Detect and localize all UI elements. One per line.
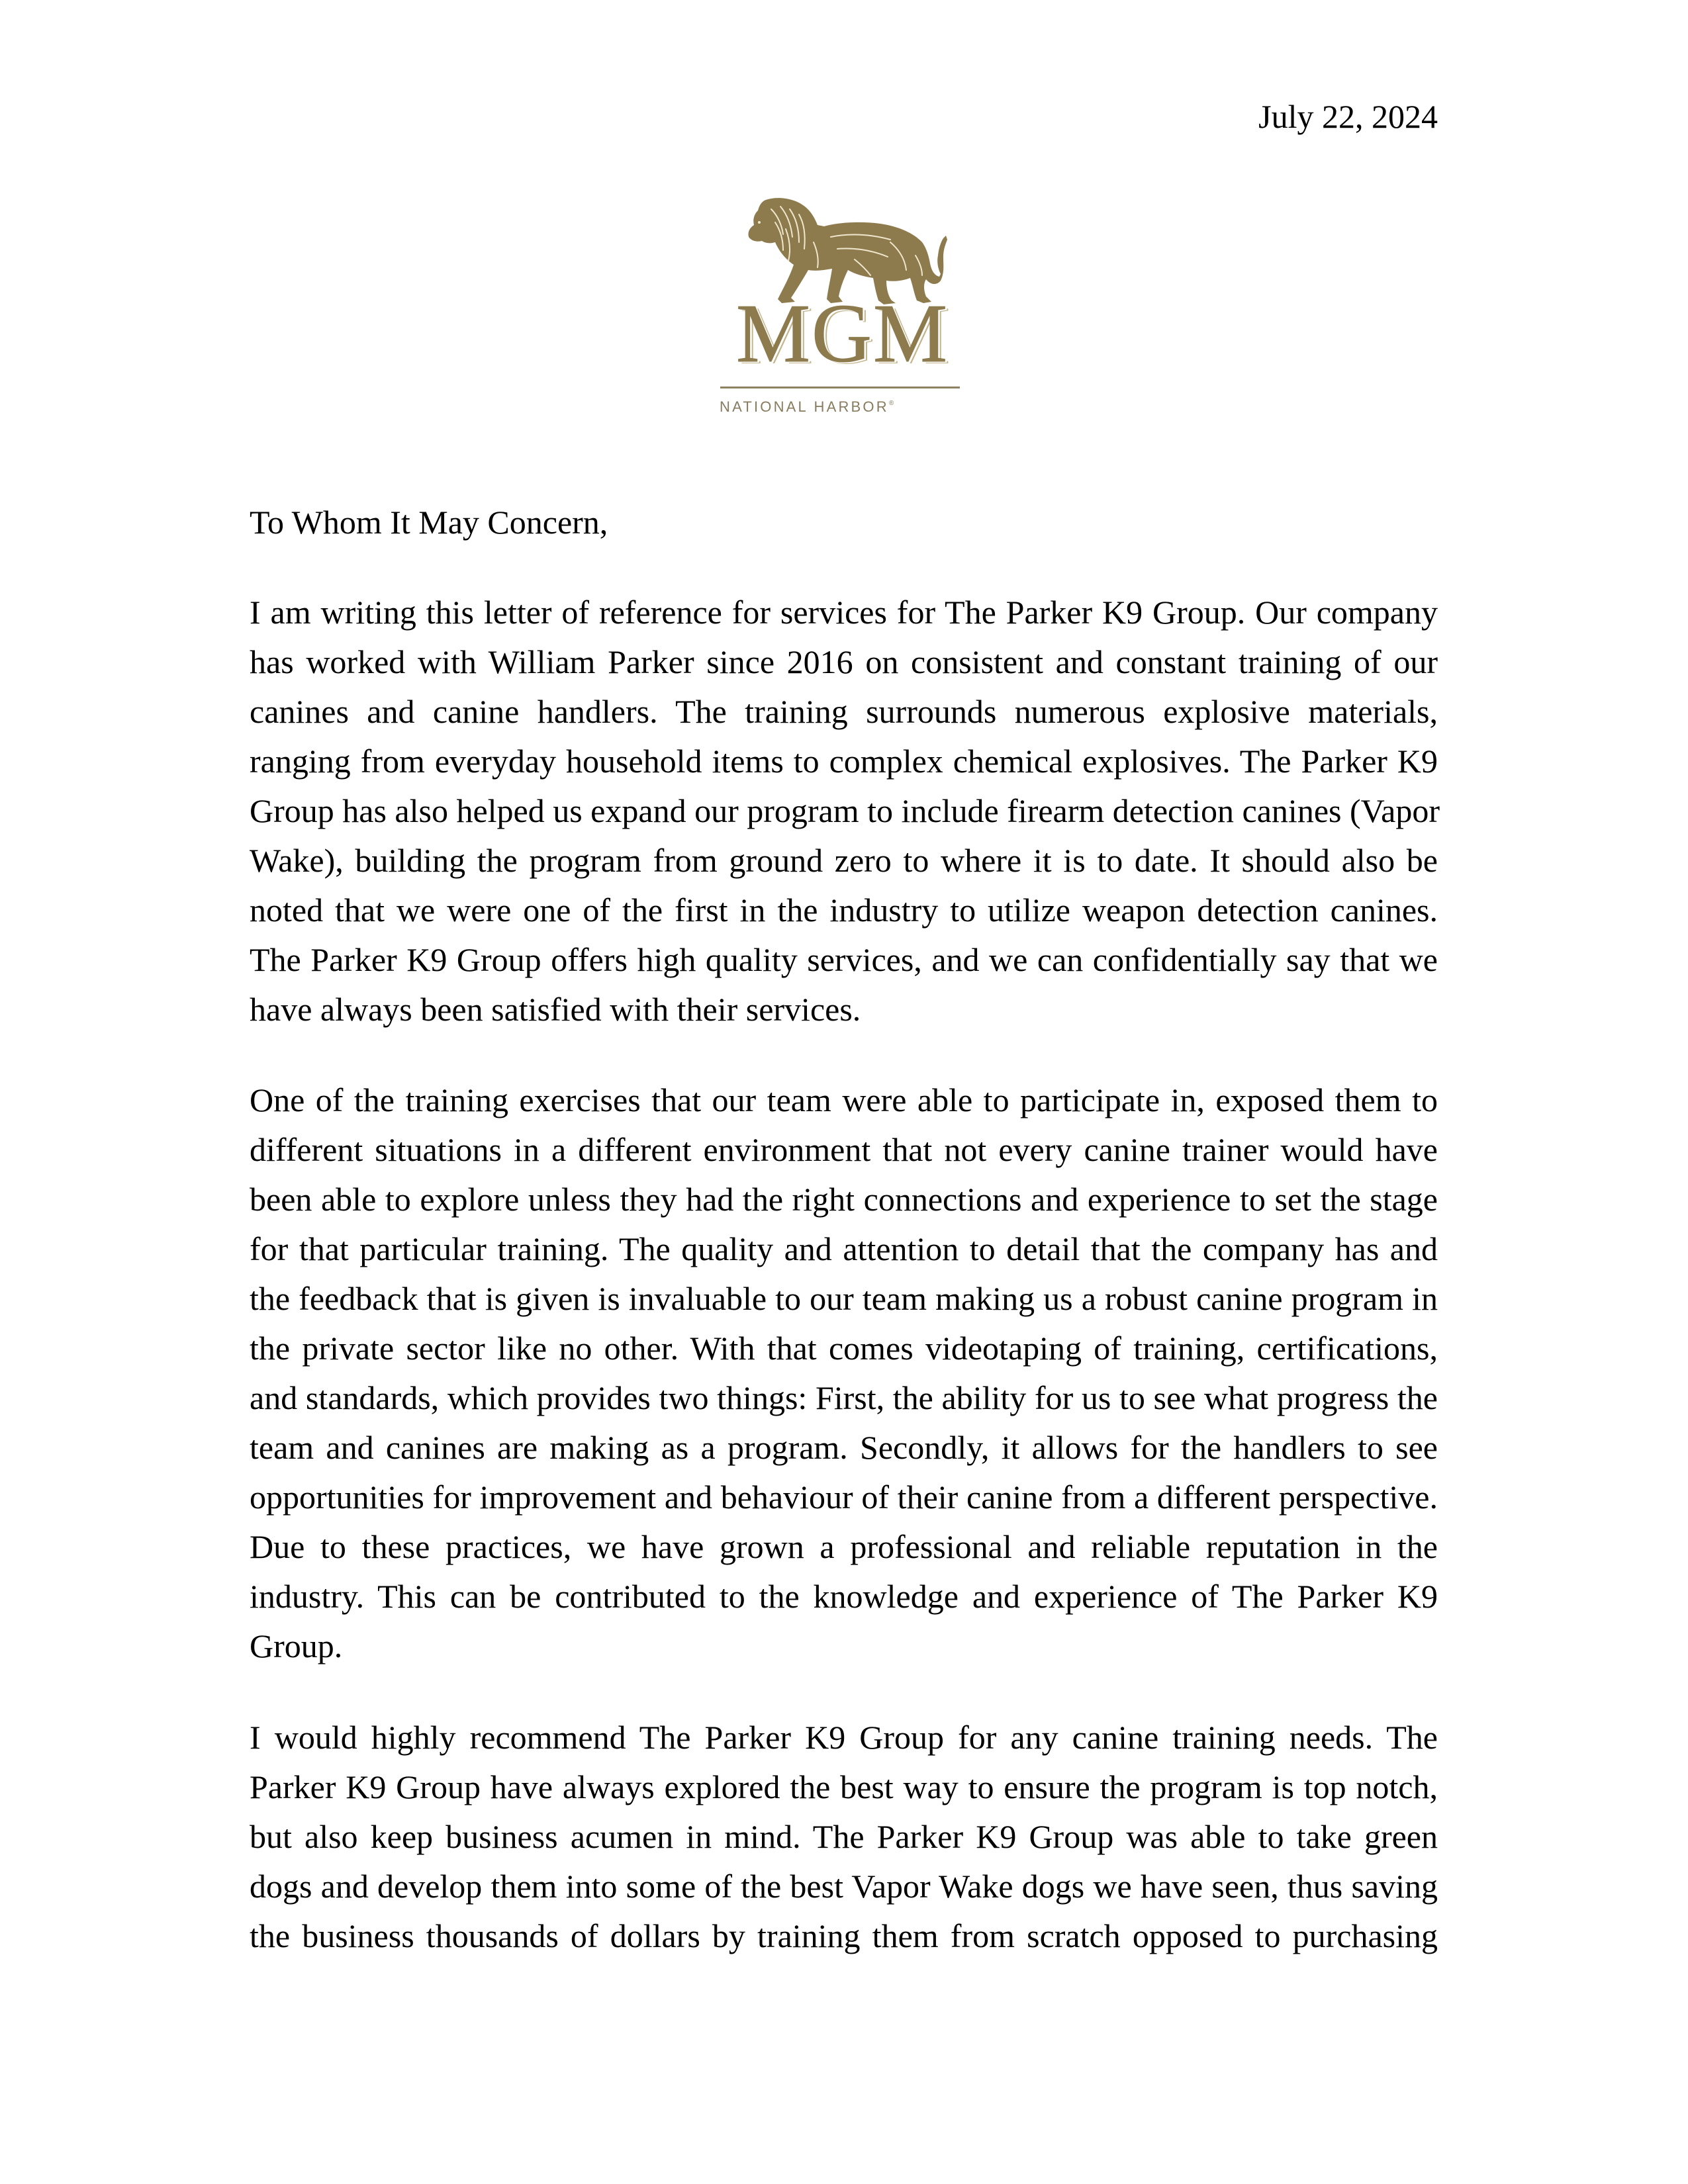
paragraph-line: have always been satisfied with their services. — [250, 991, 861, 1028]
salutation: To Whom It May Concern, — [250, 504, 608, 541]
paragraph-line: ranging from everyday household items to complex chemical explosives. The Parker K9 — [250, 743, 1438, 780]
paragraph-line: industry. This can be contributed to the knowledge and experience of The Parker K9 — [250, 1578, 1438, 1615]
paragraph-1 — [250, 588, 1438, 1034]
paragraph-line: the private sector like no other. With that comes videotaping of training, certifications, — [250, 1330, 1438, 1367]
paragraph-line: The Parker K9 Group offers high quality services, and we can confidentially say that we — [250, 941, 1438, 978]
paragraph-line: the business thousands of dollars by training them from scratch opposed to purchasing — [250, 1917, 1438, 1954]
letter-date: July 22, 2024 — [1258, 98, 1438, 135]
logo-subtitle-text: NATIONAL HARBOR — [720, 398, 889, 415]
logo-divider — [720, 387, 960, 388]
paragraph-line: Parker K9 Group have always explored the best way to ensure the program is top notch, — [250, 1768, 1438, 1805]
paragraph-line: for that particular training. The quality and attention to detail that the company has and — [250, 1230, 1438, 1267]
mgm-national-harbor-logo — [712, 193, 973, 422]
paragraph-3 — [250, 1713, 1438, 1961]
paragraph-line: Wake), building the program from ground zero to where it is to date. It should also be — [250, 842, 1438, 879]
paragraph-line: Due to these practices, we have grown a professional and reliable reputation in the — [250, 1528, 1438, 1565]
paragraph-line: canines and canine handlers. The training surrounds numerous explosive materials, — [250, 693, 1438, 730]
paragraph-line: opportunities for improvement and behaviour of their canine from a different perspective. — [250, 1479, 1438, 1516]
paragraph-line: has worked with William Parker since 2016 on consistent and constant training of our — [250, 643, 1438, 680]
logo-subtitle — [720, 396, 971, 415]
paragraph-line: but also keep business acumen in mind. The Parker K9 Group was able to take green — [250, 1818, 1438, 1855]
paragraph-line: One of the training exercises that our team were able to participate in, exposed them to — [250, 1081, 1438, 1118]
paragraph-line: different situations in a different environment that not every canine trainer would have — [250, 1131, 1438, 1168]
paragraph-line: the feedback that is given is invaluable to our team making us a robust canine program in — [250, 1280, 1438, 1317]
paragraph-line: noted that we were one of the first in the industry to utilize weapon detection canines. — [250, 891, 1438, 929]
paragraph-line: dogs and develop them into some of the best Vapor Wake dogs we have seen, thus saving — [250, 1868, 1438, 1905]
paragraph-line: I would highly recommend The Parker K9 Group for any canine training needs. The — [250, 1719, 1438, 1756]
registered-mark-icon: ® — [888, 400, 894, 407]
paragraph-line: Group. — [250, 1627, 343, 1664]
paragraph-line: Group has also helped us expand our program to include firearm detection canines (Vapor — [250, 792, 1440, 829]
paragraph-line: I am writing this letter of reference for services for The Parker K9 Group. Our company — [250, 594, 1438, 631]
paragraph-line: team and canines are making as a program. Secondly, it allows for the handlers to see — [250, 1429, 1438, 1466]
paragraph-2 — [250, 1075, 1438, 1671]
paragraph-line: been able to explore unless they had the right connections and experience to set the stage — [250, 1181, 1438, 1218]
logo-wordmark: MGM — [735, 288, 949, 380]
paragraph-line: and standards, which provides two things: First, the ability for us to see what progress the — [250, 1379, 1438, 1416]
